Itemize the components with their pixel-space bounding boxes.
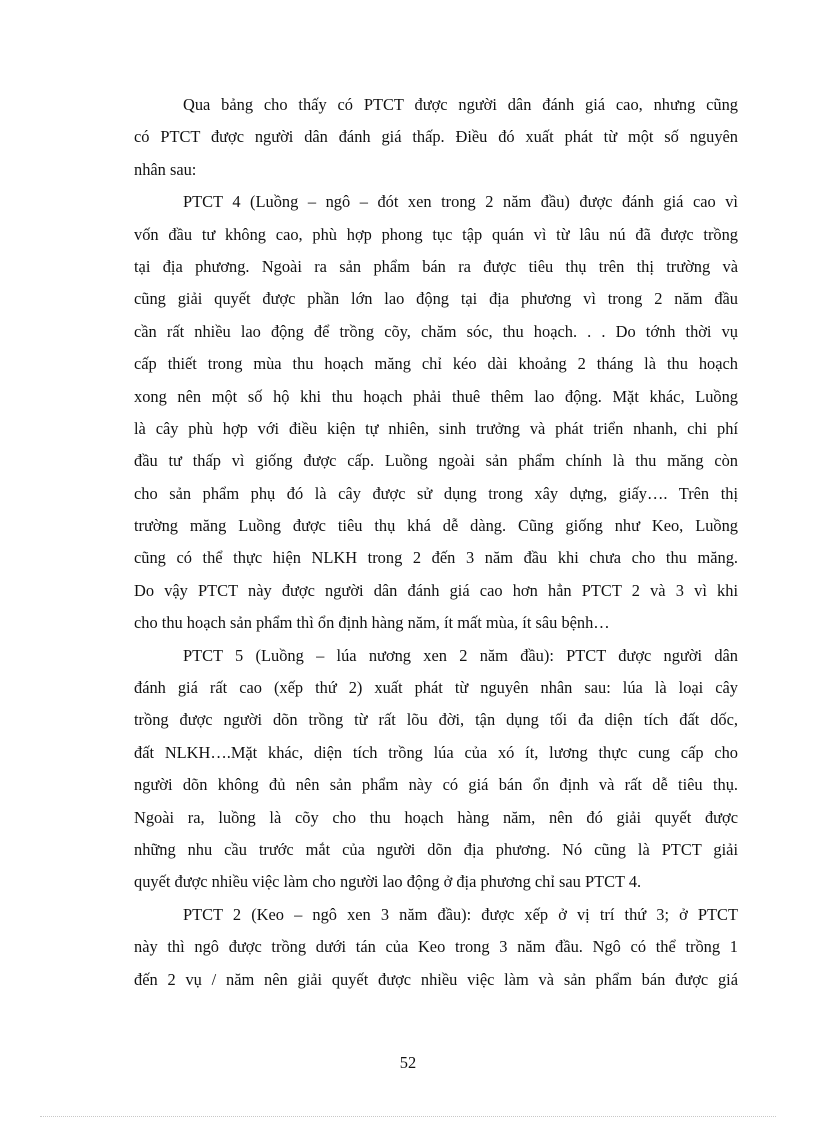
paragraph-2-line-12: cũng có thể thực hiện NLKH trong 2 đến 3 năm đầu khi chưa cho thu măng. — [134, 548, 738, 568]
paragraph-2-line-8: là cây phù hợp với điều kiện tự nhiên, sinh trưởng và phát triển nhanh, chi phí — [134, 418, 738, 438]
paragraph-2-line-13: Do vậy PTCT này được người dân đánh giá cao hơn hẳn PTCT 2 và 3 vì khi — [134, 580, 738, 600]
paragraph-3-line-6: Ngoài ra, luồng là cõy cho thu hoạch hàng năm, nên đó giải quyết được — [134, 807, 738, 827]
paragraph-3-line-4: đất NLKH….Mặt khác, diện tích trồng lúa của xó ít, lương thực cung cấp cho — [134, 742, 738, 762]
paragraph-2-line-1: PTCT 4 (Luồng – ngô – đót xen trong 2 năm đầu) được đánh giá cao vì — [183, 192, 738, 212]
paragraph-4-line-3: đến 2 vụ / năm nên giải quyết được nhiều việc làm và sản phẩm bán được giá — [134, 969, 738, 989]
page-bottom-divider — [40, 1116, 776, 1117]
page-number: 52 — [399, 1053, 417, 1072]
paragraph-4-line-1: PTCT 2 (Keo – ngô xen 3 năm đầu): được xếp ở vị trí thứ 3; ở PTCT — [183, 904, 738, 924]
paragraph-1-line-3: nhân sau: — [134, 159, 197, 179]
paragraph-3-line-5: người dõn không đủ nên sản phẩm này có giá bán ổn định và rất dễ tiêu thụ. — [134, 775, 738, 795]
paragraph-3-line-1: PTCT 5 (Luồng – lúa nương xen 2 năm đầu): PTCT được người dân — [183, 645, 738, 665]
paragraph-2-line-10: cho sản phẩm phụ đó là cây được sử dụng trong xây dựng, giấy…. Trên thị — [134, 483, 738, 503]
paragraph-2-line-4: cũng giải quyết được phần lớn lao động tại địa phương vì trong 2 năm đầu — [134, 289, 738, 309]
paragraph-2-line-6: cấp thiết trong mùa thu hoạch măng chỉ kéo dài khoảng 2 tháng là thu hoạch — [134, 354, 738, 374]
paragraph-3-line-8: quyết được nhiều việc làm cho người lao động ở địa phương chỉ sau PTCT 4. — [134, 872, 642, 892]
paragraph-2-line-11: trường măng Luồng được tiêu thụ khá dễ dàng. Cũng giống như Keo, Luồng — [134, 516, 738, 536]
paragraph-2-line-3: tại địa phương. Ngoài ra sản phẩm bán ra được tiêu thụ trên thị trường và — [134, 256, 738, 276]
paragraph-2-line-9: đầu tư thấp vì giống được cấp. Luồng ngoài sản phẩm chính là thu măng còn — [134, 451, 738, 471]
paragraph-3-line-3: trồng được người dõn trồng từ rất lõu đời, tận dụng tối đa diện tích đất dốc, — [134, 710, 738, 730]
paragraph-2-line-14: cho thu hoạch sản phẩm thì ổn định hàng năm, ít mất mùa, ít sâu bệnh… — [134, 613, 610, 633]
paragraph-2-line-7: xong nên một số hộ khi thu hoạch phải thuê thêm lao động. Mặt khác, Luồng — [134, 386, 738, 406]
paragraph-1-line-2: có PTCT được người dân đánh giá thấp. Điều đó xuất phát từ một số nguyên — [134, 127, 738, 147]
body-text — [134, 89, 738, 996]
paragraph-3-line-2: đánh giá rất cao (xếp thứ 2) xuất phát từ nguyên nhân sau: lúa là loại cây — [134, 678, 738, 698]
paragraph-2-line-5: cần rất nhiều lao động để trồng cõy, chăm sóc, thu hoạch. . . Do tớnh thời vụ — [134, 321, 738, 341]
paragraph-4-line-2: này thì ngô được trồng dưới tán của Keo trong 3 năm đầu. Ngô có thể trồng 1 — [134, 937, 738, 957]
paragraph-1-line-1: Qua bảng cho thấy có PTCT được người dân đánh giá cao, nhưng cũng — [183, 95, 738, 114]
paragraph-3-line-7: những nhu cầu trước mắt của người dõn địa phương. Nó cũng là PTCT giải — [134, 839, 738, 859]
paragraph-2-line-2: vốn đầu tư không cao, phù hợp phong tục tập quán vì từ lâu nú đã được trồng — [134, 224, 738, 244]
